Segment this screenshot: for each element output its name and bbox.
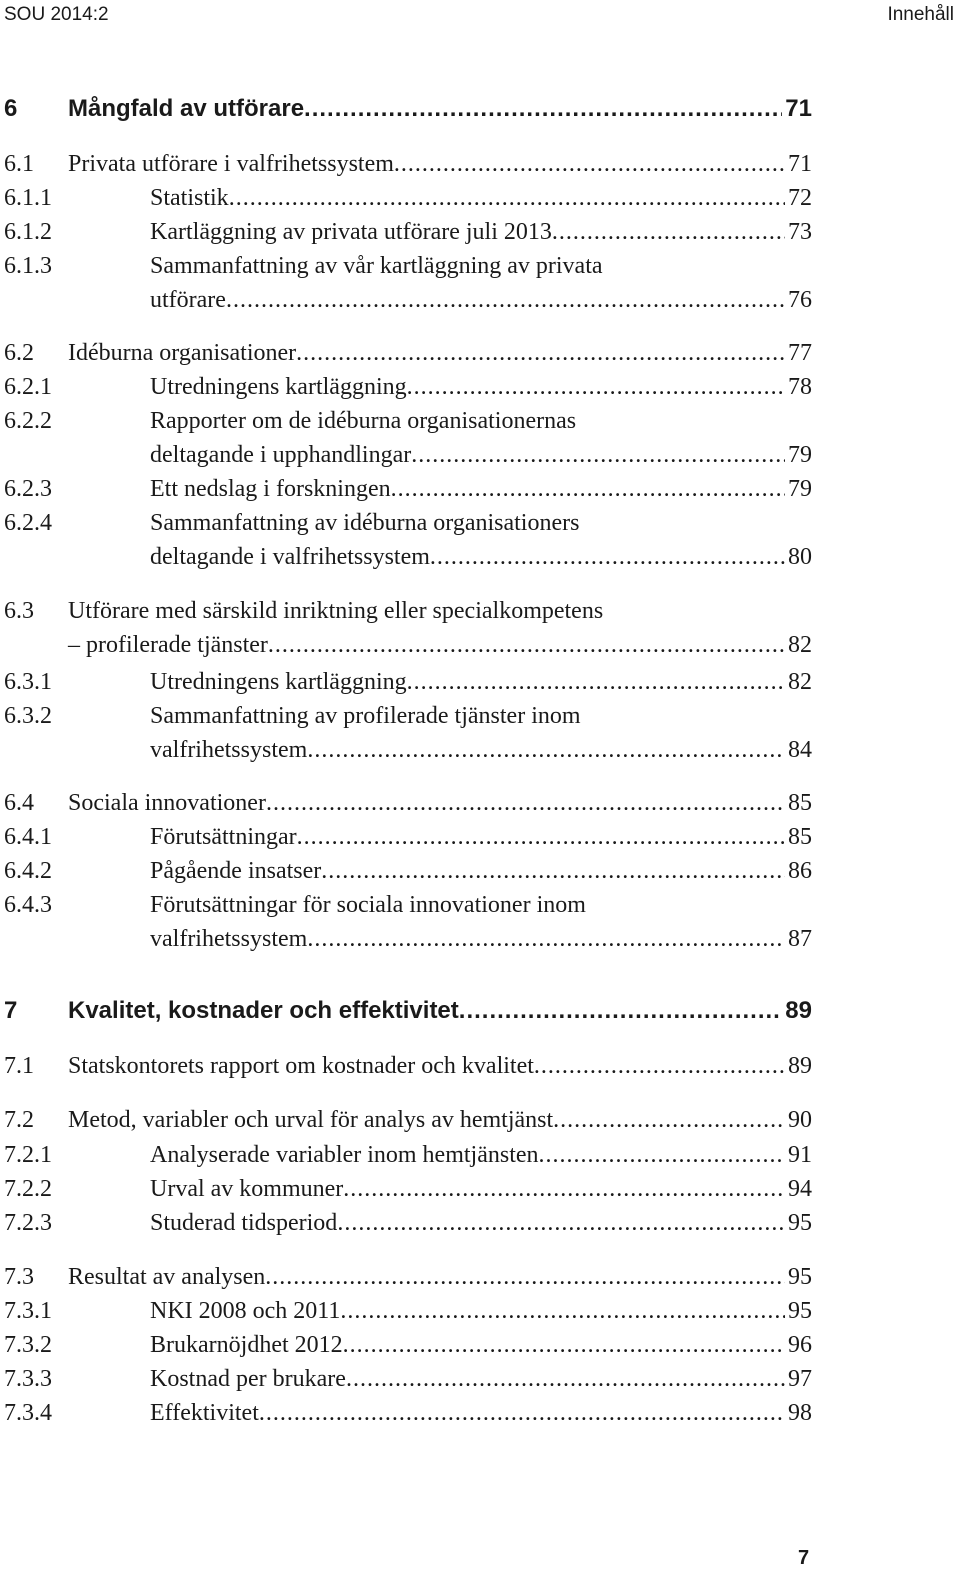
toc-page-number: 85 <box>788 824 812 850</box>
toc-leader <box>259 1396 785 1430</box>
toc-page-number: 94 <box>788 1176 812 1202</box>
toc-title-continuation: – profilerade tjänster <box>68 632 268 658</box>
toc-page-number: 90 <box>788 1107 812 1133</box>
toc-section-number: 7.2.1 <box>4 1142 52 1168</box>
toc-leader <box>337 1206 785 1240</box>
toc-row-continuation <box>0 283 812 317</box>
toc-row <box>0 370 812 404</box>
toc-page-number: 76 <box>788 287 812 313</box>
toc-page-number: 98 <box>788 1400 812 1426</box>
toc-title: NKI 2008 och 2011 <box>150 1298 341 1324</box>
toc-entry <box>150 283 812 317</box>
toc-entry <box>150 472 812 506</box>
toc-section-number: 7.3.1 <box>4 1298 52 1324</box>
toc-row <box>0 854 812 888</box>
toc-title-continuation: deltagande i upphandlingar <box>150 442 412 468</box>
toc-leader <box>459 994 783 1028</box>
toc-leader <box>430 540 785 574</box>
toc-title: Rapporter om de idéburna organisationernas <box>150 408 577 434</box>
toc-page-number: 79 <box>788 476 812 502</box>
toc-title: Statskontorets rapport om kostnader och kvalitet <box>68 1053 534 1079</box>
toc-section-number: 6.3.1 <box>4 669 52 695</box>
toc-leader <box>343 1172 785 1206</box>
toc-entry <box>150 1206 812 1240</box>
toc-row <box>0 786 812 820</box>
toc-entry <box>150 665 812 699</box>
toc-page-number: 95 <box>788 1298 812 1324</box>
toc-entry <box>150 181 812 215</box>
toc-row <box>0 147 812 181</box>
toc-section-number: 7.2.3 <box>4 1210 52 1236</box>
toc-leader <box>307 922 785 956</box>
toc-section-number: 6.4.3 <box>4 892 52 918</box>
toc-title: Förutsättningar <box>150 824 297 850</box>
toc-row <box>0 404 812 438</box>
toc-leader <box>343 1328 785 1362</box>
toc-entry <box>150 1328 812 1362</box>
toc-title: Studerad tidsperiod <box>150 1210 338 1236</box>
toc-row <box>0 1362 812 1396</box>
toc-title: Analyserade variabler inom hemtjänsten <box>150 1142 539 1168</box>
toc-row <box>0 506 812 540</box>
toc-page-number: 72 <box>788 185 812 211</box>
toc-title: Kvalitet, kostnader och effektivitet <box>68 997 459 1024</box>
toc-title: Urval av kommuner <box>150 1176 344 1202</box>
toc-title: Utförare med särskild inriktning eller specialkompetens <box>68 598 604 624</box>
toc-title: Resultat av analysen <box>68 1264 266 1290</box>
toc-entry <box>68 92 812 126</box>
running-header-left: SOU 2014:2 <box>4 4 109 25</box>
running-header-right: Innehåll <box>887 4 954 25</box>
toc-row <box>0 181 812 215</box>
toc-leader <box>297 820 785 854</box>
toc-leader <box>321 854 785 888</box>
toc-section-number: 6.2.1 <box>4 374 52 400</box>
toc-row <box>0 1260 812 1294</box>
toc-page-number: 85 <box>788 790 812 816</box>
toc-page-number: 89 <box>785 997 812 1024</box>
toc-entry <box>150 854 812 888</box>
toc-section-number: 6.1.1 <box>4 185 52 211</box>
toc-section-number: 6.1 <box>4 151 34 177</box>
toc-title-continuation: utförare <box>150 287 226 313</box>
toc-row <box>0 249 812 283</box>
toc-section-number: 6.2.3 <box>4 476 52 502</box>
toc-title: Privata utförare i valfrihetssystem <box>68 151 394 177</box>
toc-page-number: 73 <box>788 219 812 245</box>
toc-section-number: 6.1.3 <box>4 253 52 279</box>
toc-section-number: 6 <box>4 95 18 122</box>
toc-page-number: 82 <box>788 632 812 658</box>
page-number: 7 <box>798 1547 810 1569</box>
toc-section-number: 6.3 <box>4 598 34 624</box>
toc-entry <box>150 1362 812 1396</box>
toc-leader <box>552 215 785 249</box>
toc-page-number: 80 <box>788 544 812 570</box>
toc-entry <box>150 922 812 956</box>
toc-title-continuation: deltagande i valfrihetssystem <box>150 544 430 570</box>
toc-page-number: 84 <box>788 737 812 763</box>
toc-entry <box>150 540 812 574</box>
toc-section-number: 7.3.3 <box>4 1366 52 1392</box>
toc-entry <box>150 1172 812 1206</box>
toc-title-continuation: valfrihetssystem <box>150 926 308 952</box>
toc-title: Utredningens kartläggning <box>150 374 407 400</box>
toc-leader <box>340 1294 785 1328</box>
toc-section-number: 6.2 <box>4 340 34 366</box>
toc-row <box>0 336 812 370</box>
toc-entry <box>150 215 812 249</box>
toc-leader <box>268 628 785 662</box>
toc-row <box>0 1138 812 1172</box>
toc-title: Sammanfattning av idéburna organisationers <box>150 510 580 536</box>
toc-page-number: 95 <box>788 1210 812 1236</box>
toc-section-number: 7.3 <box>4 1264 34 1290</box>
toc-leader <box>553 1103 785 1137</box>
toc-row <box>0 472 812 506</box>
toc-row <box>0 1172 812 1206</box>
toc-title-continuation: valfrihetssystem <box>150 737 308 763</box>
toc-section-number: 6.4.2 <box>4 858 52 884</box>
toc-leader <box>266 786 785 820</box>
toc-row-continuation <box>0 628 812 662</box>
toc-section-number: 7.1 <box>4 1053 34 1079</box>
toc-row <box>0 594 812 628</box>
toc-section-number: 7.3.4 <box>4 1400 52 1426</box>
toc-chapter-row <box>0 92 812 126</box>
toc-entry <box>150 733 812 767</box>
toc-page-number: 97 <box>788 1366 812 1392</box>
toc-row <box>0 665 812 699</box>
toc-row <box>0 215 812 249</box>
toc-row-continuation <box>0 733 812 767</box>
toc-page-number: 91 <box>788 1142 812 1168</box>
toc-entry <box>150 1294 812 1328</box>
toc-title: Brukarnöjdhet 2012 <box>150 1332 343 1358</box>
toc-section-number: 7.3.2 <box>4 1332 52 1358</box>
toc-page-number: 89 <box>788 1053 812 1079</box>
toc-leader <box>265 1260 785 1294</box>
toc-chapter-row <box>0 994 812 1028</box>
toc-entry <box>68 786 812 820</box>
toc-title: Pågående insatser <box>150 858 322 884</box>
toc-page-number: 71 <box>785 95 812 122</box>
toc-page-number: 87 <box>788 926 812 952</box>
toc-section-number: 6.2.4 <box>4 510 52 536</box>
toc-section-number: 7 <box>4 997 18 1024</box>
toc-title: Förutsättningar för sociala innovationer inom <box>150 892 586 918</box>
toc-row <box>0 1103 812 1137</box>
toc-entry <box>150 1396 812 1430</box>
toc-entry <box>68 147 812 181</box>
toc-page-number: 96 <box>788 1332 812 1358</box>
toc-leader <box>407 665 785 699</box>
toc-page-number: 86 <box>788 858 812 884</box>
toc-leader <box>307 733 785 767</box>
toc-title: Mångfald av utförare <box>68 95 305 122</box>
toc-entry <box>150 370 812 404</box>
toc-entry <box>68 628 812 662</box>
toc-title: Ett nedslag i forskningen <box>150 476 391 502</box>
toc-leader <box>539 1138 785 1172</box>
toc-row <box>0 888 812 922</box>
toc-row <box>0 1049 812 1083</box>
toc-section-number: 6.2.2 <box>4 408 52 434</box>
toc-page-number: 71 <box>788 151 812 177</box>
toc-row-continuation <box>0 922 812 956</box>
toc-leader <box>346 1362 785 1396</box>
toc-leader <box>391 472 785 506</box>
toc-title: Statistik <box>150 185 229 211</box>
toc-title: Idéburna organisationer <box>68 340 297 366</box>
toc-row <box>0 1294 812 1328</box>
toc-entry <box>68 1049 812 1083</box>
toc-leader <box>411 438 785 472</box>
toc-section-number: 6.4.1 <box>4 824 52 850</box>
toc-title: Kostnad per brukare <box>150 1366 346 1392</box>
toc-section-number: 6.3.2 <box>4 703 52 729</box>
toc-title: Utredningens kartläggning <box>150 669 407 695</box>
toc-entry <box>150 438 812 472</box>
toc-title: Sammanfattning av profilerade tjänster inom <box>150 703 581 729</box>
toc-row <box>0 820 812 854</box>
toc-section-number: 7.2 <box>4 1107 34 1133</box>
toc-leader <box>394 147 785 181</box>
toc-page-number: 95 <box>788 1264 812 1290</box>
toc-leader <box>226 283 785 317</box>
toc-entry <box>68 336 812 370</box>
toc-row <box>0 699 812 733</box>
toc-leader <box>229 181 785 215</box>
toc-entry <box>68 1260 812 1294</box>
toc-entry <box>150 1138 812 1172</box>
toc-leader <box>304 92 782 126</box>
toc-leader <box>534 1049 785 1083</box>
toc-row <box>0 1328 812 1362</box>
toc-row <box>0 1396 812 1430</box>
toc-section-number: 6.4 <box>4 790 34 816</box>
toc-leader <box>407 370 785 404</box>
toc-entry <box>68 1103 812 1137</box>
toc-section-number: 7.2.2 <box>4 1176 52 1202</box>
toc-title: Sammanfattning av vår kartläggning av privata <box>150 253 603 279</box>
toc-title: Kartläggning av privata utförare juli 2013 <box>150 219 552 245</box>
toc-page-number: 82 <box>788 669 812 695</box>
toc-section-number: 6.1.2 <box>4 219 52 245</box>
toc-page-number: 78 <box>788 374 812 400</box>
toc-row-continuation <box>0 540 812 574</box>
toc-title: Effektivitet <box>150 1400 259 1426</box>
toc-row <box>0 1206 812 1240</box>
toc-entry <box>68 994 812 1028</box>
toc-title: Metod, variabler och urval för analys av hemtjänst <box>68 1107 554 1133</box>
toc-leader <box>296 336 785 370</box>
toc-row-continuation <box>0 438 812 472</box>
toc-page-number: 77 <box>788 340 812 366</box>
toc-page-number: 79 <box>788 442 812 468</box>
toc-title: Sociala innovationer <box>68 790 266 816</box>
toc-entry <box>150 820 812 854</box>
